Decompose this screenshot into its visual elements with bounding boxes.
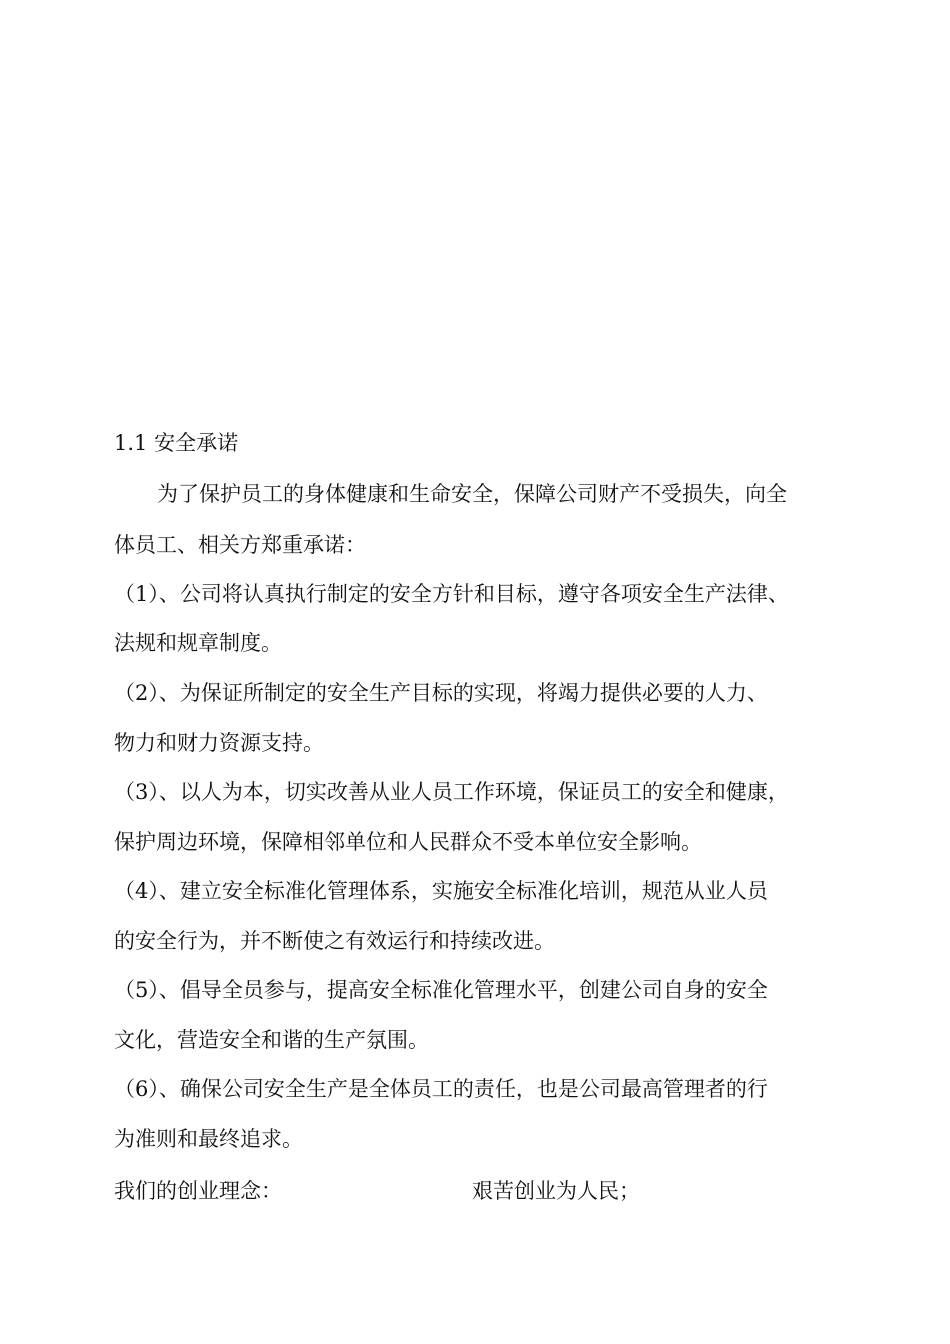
item-6-line-2: 为准则和最终追求。 — [114, 1127, 303, 1151]
item-6-line-1: （6）、确保公司安全生产是全体员工的责任，也是公司最高管理者的行 — [114, 1077, 768, 1101]
item-3-line-2: 保护周边环境，保障相邻单位和人民群众不受本单位安全影响。 — [114, 830, 702, 854]
item-5-line-1: （5）、倡导全员参与，提高安全标准化管理水平，创建公司自身的安全 — [114, 978, 768, 1002]
item-4-line-2: 的安全行为，并不断使之有效运行和持续改进。 — [114, 929, 555, 953]
item-4-line-1: （4）、建立安全标准化管理体系，实施安全标准化培训，规范从业人员 — [114, 879, 768, 903]
section-heading: 1.1 安全承诺 — [114, 431, 239, 455]
intro-line-1: 为了保护员工的身体健康和生命安全，保障公司财产不受损失，向全 — [157, 482, 787, 506]
item-1-line-1: （1）、公司将认真执行制定的安全方针和目标，遵守各项安全生产法律、 — [114, 582, 789, 606]
item-5-line-2: 文化，营造安全和谐的生产氛围。 — [114, 1028, 429, 1052]
item-3-line-1: （3）、以人为本，切实改善从业人员工作环境，保证员工的安全和健康， — [114, 780, 789, 804]
item-1-line-2: 法规和规章制度。 — [114, 631, 282, 655]
item-2-line-2: 物力和财力资源支持。 — [114, 731, 324, 755]
philosophy-label: 我们的创业理念： — [114, 1179, 282, 1203]
intro-line-2: 体员工、相关方郑重承诺： — [114, 533, 366, 557]
item-2-line-1: （2）、为保证所制定的安全生产目标的实现，将竭力提供必要的人力、 — [114, 681, 768, 705]
philosophy-value: 艰苦创业为人民； — [472, 1179, 640, 1203]
